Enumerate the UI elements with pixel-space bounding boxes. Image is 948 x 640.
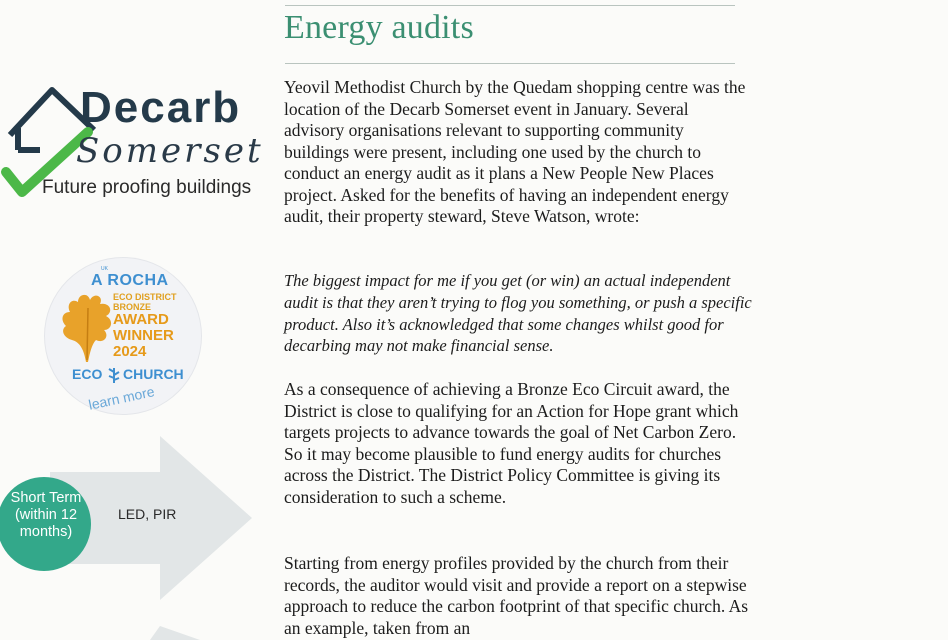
badge-year: 2024 xyxy=(113,343,147,360)
learn-more-link[interactable]: learn more xyxy=(87,383,156,413)
badge-line2: BRONZE xyxy=(113,302,151,312)
article-paragraph: Starting from energy profiles provided by the church from their records, the auditor would visit and provide a report on a stepwise approach to reduce the carbon footprint of that specific church. As an example, taken from an xyxy=(284,553,749,638)
logo-word-decarb: Decarb xyxy=(80,83,242,132)
badge-eco: ECO xyxy=(72,366,103,382)
badge-line3: AWARD xyxy=(113,311,169,328)
quote-paragraph: The biggest impact for me if you get (or win) an actual independent audit is that they aren’t trying to flog you something, or push a specific product. Also it’s acknowledged that some changes whilst good for decarbing may not make financial sense. xyxy=(284,271,752,356)
leaf-sprig-icon xyxy=(106,366,122,384)
logo-word-somerset: Somerset xyxy=(76,131,264,171)
top-rule xyxy=(285,5,735,6)
badge-uk: UK xyxy=(101,266,108,272)
measures-label: LED, PIR xyxy=(118,506,177,522)
oak-leaf-icon xyxy=(58,290,116,364)
badge-church: CHURCH xyxy=(123,366,184,382)
article-heading: Energy audits xyxy=(284,9,474,46)
badge-line4: WINNER xyxy=(113,327,174,344)
article-paragraph: As a consequence of achieving a Bronze Eco Circuit award, the District is close to qualifying for an Action for Hope grant which targets projects to advance towards the goal of Net Carbon Zero. So it may become plausible to fund energy audits for churches across the District. The District Policy Committee is giving its consideration to such a scheme. xyxy=(284,379,739,507)
badge-line1: ECO DISTRICT xyxy=(113,292,177,302)
badge-org: A ROCHA xyxy=(91,272,169,289)
term-label: Short Term (within 12 months) xyxy=(10,490,82,540)
logo-tagline: Future proofing buildings xyxy=(42,177,252,198)
heading-rule xyxy=(285,63,735,64)
article-paragraph: Yeovil Methodist Church by the Quedam shopping centre was the location of the Decarb Somerset event in January. Several advisory organisations relevant to supporting community buildings were present, including one used by the church to conduct an energy audit as it plans a New People New Places project. Asked for the benefits of having an independent energy audit, their property steward, Steve Watson, wrote: xyxy=(284,77,746,226)
